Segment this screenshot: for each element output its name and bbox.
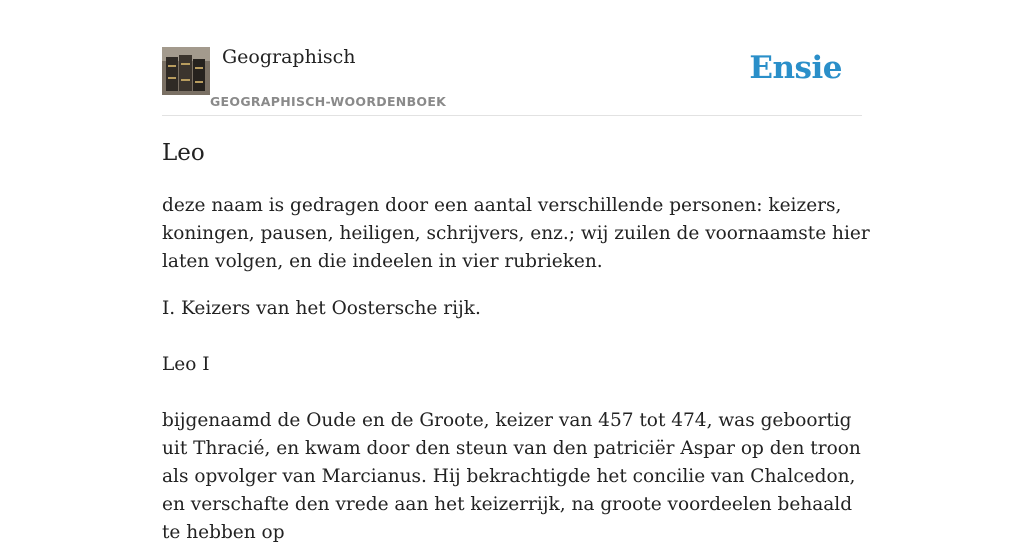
source-title[interactable]: Geographisch — [222, 46, 356, 68]
section-heading: I. Keizers van het Oostersche rijk. — [162, 298, 481, 319]
page-title: Leo — [162, 140, 205, 166]
books-thumbnail-icon — [162, 47, 210, 95]
source-avatar[interactable] — [162, 47, 210, 95]
brand-logo[interactable]: Ensie — [749, 50, 842, 86]
source-header — [162, 0, 862, 116]
entry-paragraph: bijgenaamd de Oude en de Groote, keizer van 457 tot 474, was geboortig uit Thracié, en kwam door den steun van den patriciër Aspar op den troon als opvolger van Marcianus. Hij bekrachtigde het concilie van Chalcedon, en verschafte den vrede aan het keizerrijk, na groote voordeelen behaald te hebben op — [162, 410, 861, 543]
intro-paragraph: deze naam is gedragen door een aantal verschillende personen: keizers, koningen, pausen, heiligen, schrijvers, enz.; wij zuilen de voornaamste hier laten volgen, en die indeelen in vier rubrieken. — [162, 195, 870, 272]
entry-subheading: Leo I — [162, 354, 210, 375]
article-page — [162, 0, 870, 543]
source-slug-link[interactable]: GEOGRAPHISCH-WOORDENBOEK — [210, 94, 447, 109]
